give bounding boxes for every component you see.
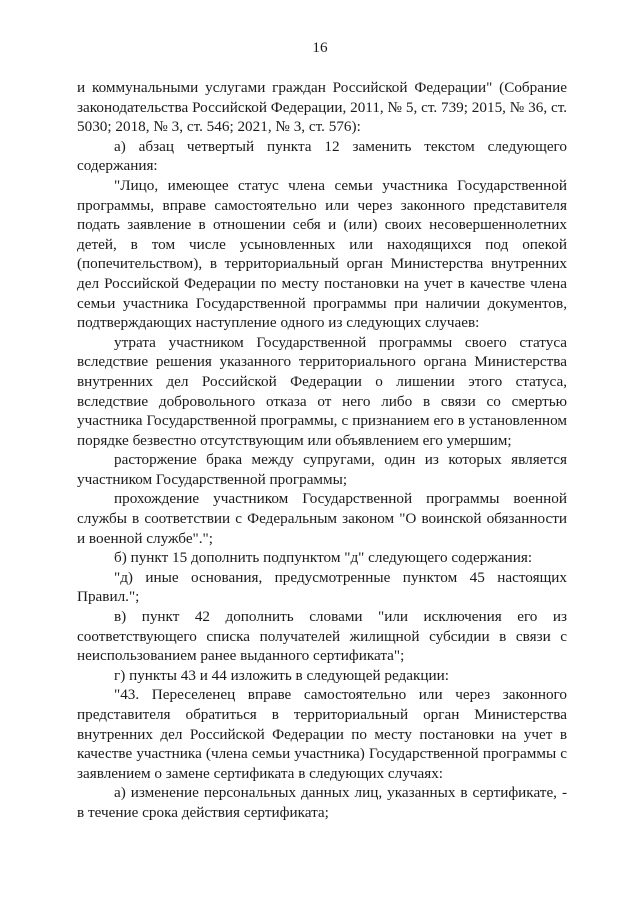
document-body (77, 78, 567, 823)
paragraph: а) изменение персональных данных лиц, указанных в сертификате, - в течение срока действия сертификата; (77, 784, 567, 821)
paragraph: утрата участником Государственной программы своего статуса вследствие решения указанного территориального органа Министерства внутренних дел Российской Федерации о лишении этого статуса, вследствие добровольного отказа от него либо в связи со смертью участника Государственной программы, с признанием его в установленном порядке безвестно отсутствующим или объявлением его умершим; (77, 333, 567, 449)
paragraph: б) пункт 15 дополнить подпунктом "д" следующего содержания: (114, 549, 533, 567)
paragraph: г) пункты 43 и 44 изложить в следующей редакции: (114, 666, 449, 684)
paragraph: "43. Переселенец вправе самостоятельно или через законного представителя обратиться в территориальный орган Министерства внутренних дел Российской Федерации по месту постановки на учет в качестве участника (члена семьи участника) Государственной программы с заявлением о замене сертификата в следующих случаях: (77, 686, 567, 782)
paragraph: "Лицо, имеющее статус члена семьи участника Государственной программы, вправе самостоятельно или через законного представителя подать заявление в отношении себя и (или) своих несовершеннолетних детей, в том числе усыновленных или находящихся под опекой (попечительством), в территориальный орган Министерства внутренних дел Российской Федерации по месту постановки на учет в качестве члена семьи участника Государственной программы при наличии документов, подтверждающих наступление одного из следующих случаев: (77, 176, 567, 332)
paragraph: и коммунальными услугами граждан Российской Федерации" (Собрание законодательства Российской Федерации, 2011, № 5, ст. 739; 2015, № 36, ст. 5030; 2018, № 3, ст. 546; 2021, № 3, ст. 576): (77, 79, 567, 136)
paragraph: в) пункт 42 дополнить словами "или исключения его из соответствующего списка получателей жилищной субсидии в связи с неиспользованием ранее выданного сертификата"; (77, 608, 567, 665)
paragraph: "д) иные основания, предусмотренные пунктом 45 настоящих Правил."; (77, 568, 567, 606)
paragraph: а) абзац четвертый пункта 12 заменить текстом следующего содержания: (77, 137, 567, 175)
paragraph: прохождение участником Государственной программы военной службы в соответствии с Федеральным законом "О воинской обязанности и военной службе"."; (77, 490, 567, 547)
page-number: 16 (312, 39, 328, 56)
paragraph: расторжение брака между супругами, один из которых является участником Государственной программы; (77, 451, 567, 488)
